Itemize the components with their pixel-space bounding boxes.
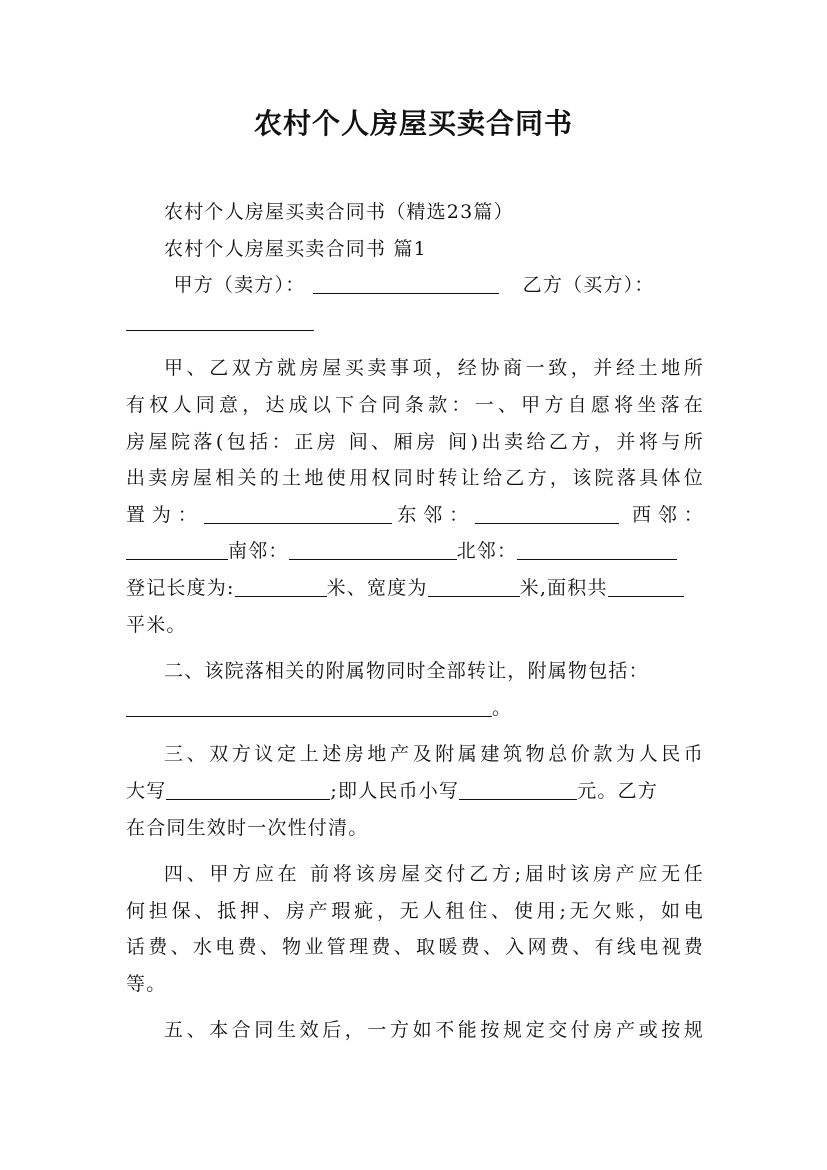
clause2-line-1: 二、该院落相关的附属物同时全部转让，附属物包括：: [164, 660, 649, 683]
clause3-line-2: [126, 773, 704, 810]
clause1-line-8: 平米。: [126, 613, 187, 636]
clause4-line-1: 四、甲方应在 前将该房屋交付乙方;届时该房产应无任: [164, 863, 704, 886]
area-label: 米,面积共: [519, 576, 608, 599]
document-body: [126, 194, 704, 1049]
amount-lower-label: ;即人民币小写: [330, 779, 460, 802]
clause3-line-3: 在合同生效时一次性付清。: [126, 816, 369, 839]
amount-upper-blank: [166, 780, 330, 800]
document-title: 农村个人房屋买卖合同书: [253, 107, 573, 140]
party-b-blank-line: [126, 304, 704, 341]
party-a-label: 甲方（卖方）：: [173, 274, 306, 297]
amount-upper-label: 大写: [126, 779, 167, 802]
west-blank: [126, 540, 228, 560]
south-label: 南邻：: [228, 540, 289, 563]
clause1-line-1: 甲、乙双方就房屋买卖事项，经协商一致，并经土地所: [164, 357, 704, 380]
clause3-line-1: 三、双方议定上述房地产及附属建筑物总价款为人民币: [164, 743, 704, 766]
clause1-line-7: [126, 570, 704, 607]
clause5-line-1: 五、本合同生效后，一方如不能按规定交付房产或按规: [164, 1019, 704, 1042]
clause4-line-4: 等。: [126, 972, 167, 995]
clause1-line-5: [126, 497, 704, 534]
south-blank: [289, 540, 457, 560]
clause2-end: 。: [492, 696, 513, 719]
width-blank: [428, 577, 520, 597]
party-a-blank: [313, 274, 499, 294]
clause4-line-3: 话费、水电费、物业管理费、取暖费、入网费、有线电视费: [126, 936, 704, 959]
location-label: 置为：: [126, 503, 204, 526]
area-blank: [608, 577, 684, 597]
parties-line: [126, 267, 704, 304]
amount-yuan-label: 元。乙方: [577, 779, 659, 802]
width-label: 米、宽度为: [326, 576, 428, 599]
intro-line-2: 农村个人房屋买卖合同书 篇1: [164, 237, 427, 260]
west-label: 西邻：: [632, 503, 704, 526]
attachments-blank: [126, 697, 492, 717]
clause4-line-2: 何担保、抵押、房产瑕疵，无人租住、使用;无欠账，如电: [126, 899, 704, 922]
length-blank: [235, 577, 327, 597]
clause1-line-4: 出卖房屋相关的土地使用权同时转让给乙方，该院落具体位: [126, 467, 704, 490]
location-blank: [204, 504, 392, 524]
north-blank: [517, 540, 677, 560]
clause1-line-3: 房屋院落(包括：正房 间、厢房 间)出卖给乙方，并将与所: [126, 430, 704, 453]
east-label: 东邻：: [391, 503, 476, 526]
clause2-line-2: [126, 690, 704, 727]
north-label: 北邻：: [456, 540, 518, 563]
amount-lower-blank: [459, 780, 577, 800]
party-b-label: 乙方（买方）：: [522, 274, 655, 297]
party-b-blank: [126, 311, 314, 331]
east-blank: [475, 504, 619, 524]
clause1-line-2: 有权人同意，达成以下合同条款：一、甲方自愿将坐落在: [126, 393, 704, 416]
clause1-line-6: [126, 533, 704, 570]
intro-line-1: 农村个人房屋买卖合同书（精选23篇）: [164, 201, 514, 223]
length-label: 登记长度为:: [126, 576, 235, 599]
